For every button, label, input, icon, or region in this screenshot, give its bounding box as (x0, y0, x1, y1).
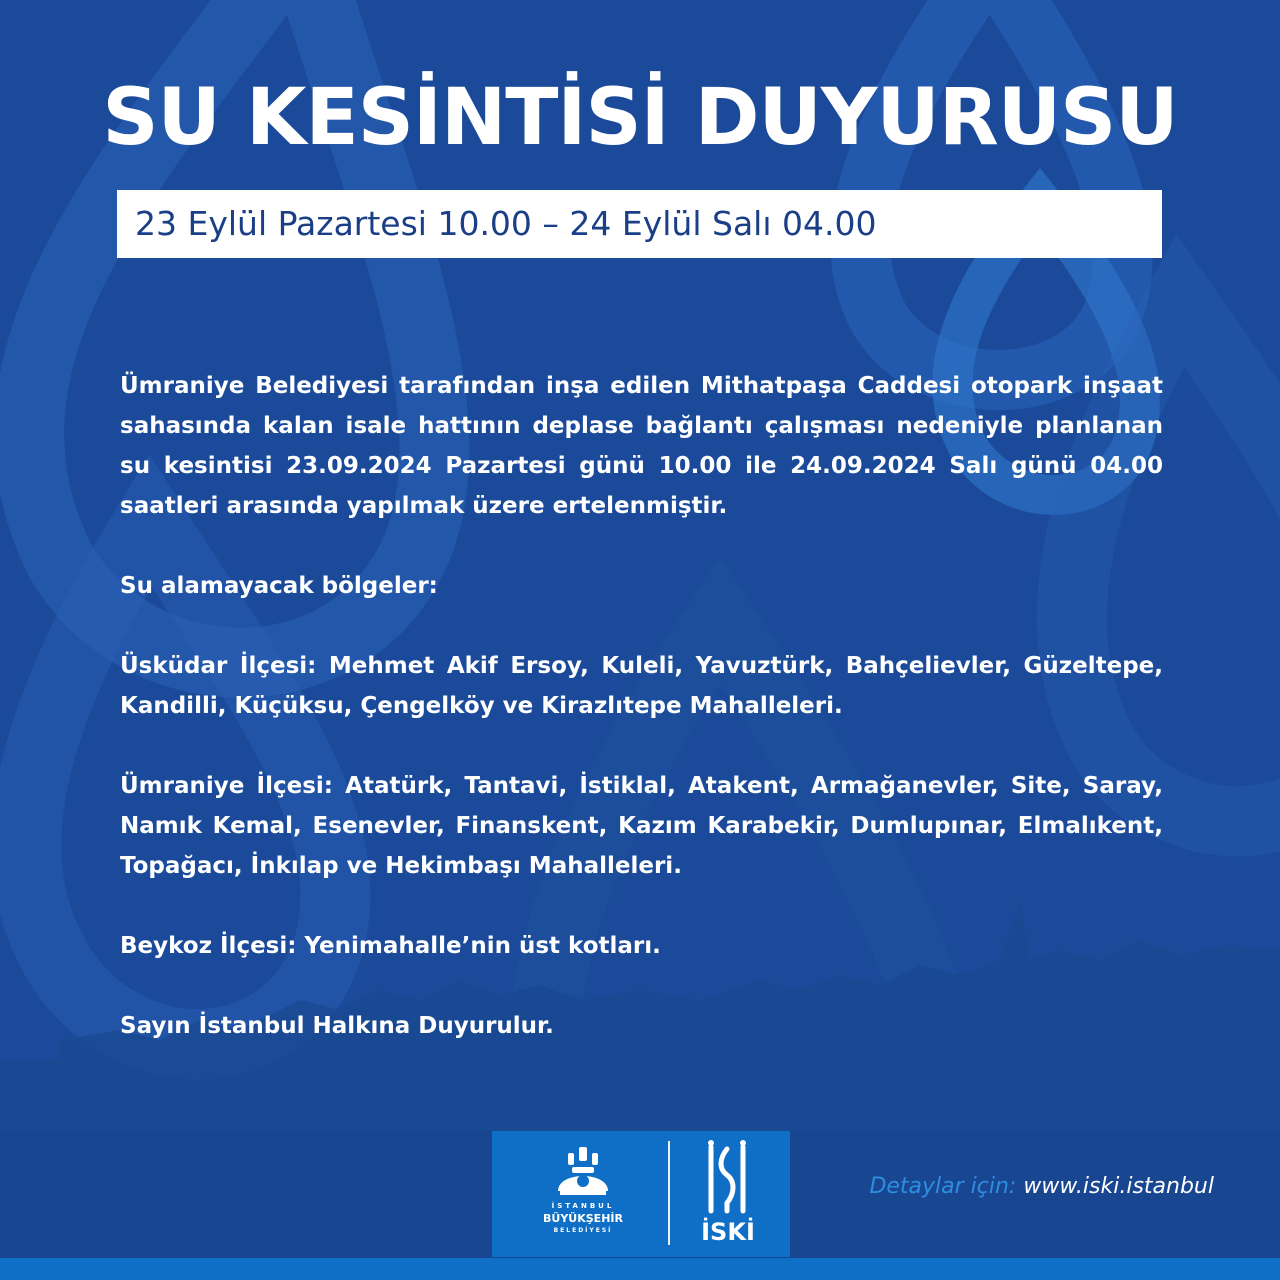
district-beykoz: Beykoz İlçesi: Yenimahalle’nin üst kotları. (120, 933, 661, 959)
details-link[interactable] (869, 1174, 1214, 1199)
affected-areas-heading: Su alamayacak bölgeler: (120, 573, 438, 599)
details-label: Detaylar için: (869, 1174, 1017, 1199)
announcement-body (120, 366, 1163, 1046)
ibb-logo-line2: BÜYÜKŞEHİR (543, 1212, 623, 1225)
iski-logo-text: İSKİ (701, 1218, 755, 1246)
ibb-logo-line1: İSTANBUL (551, 1202, 615, 1210)
logo-panel (492, 1131, 790, 1257)
date-range-box (117, 190, 1162, 258)
details-url[interactable]: www.iski.istanbul (1023, 1174, 1214, 1199)
page-title: SU KESİNTİSİ DUYURUSU (102, 73, 1178, 163)
date-range-text: 23 Eylül Pazartesi 10.00 – 24 Eylül Salı 04.00 (135, 204, 877, 243)
ibb-logo-text (522, 1201, 644, 1235)
closing-line: Sayın İstanbul Halkına Duyurulur. (120, 1013, 554, 1039)
district-umraniye: Ümraniye İlçesi: Atatürk, Tantavi, İstiklal, Atakent, Armağanevler, Site, Saray, Namık Kemal, Esenevler, Finanskent, Kazım Karabekir, Dumlupınar, Elmalıkent, Topağacı, İnkılap ve Hekimbaşı Mahalleleri. (120, 773, 1163, 879)
announcement-paragraph: Ümraniye Belediyesi tarafından inşa edilen Mithatpaşa Caddesi otopark inşaat sahasında kalan isale hattının deplase bağlantı çalışması nedeniyle planlanan su kesintisi 23.09.2024 Pazartesi günü 10.00 ile 24.09.2024 Salı günü 04.00 saatleri arasında yapılmak üzere ertelenmiştir. (120, 373, 1163, 519)
bottom-band (0, 1258, 1280, 1280)
district-uskudar: Üsküdar İlçesi: Mehmet Akif Ersoy, Kuleli, Yavuztürk, Bahçelievler, Güzeltepe, Kandilli, Küçüksu, Çengelköy ve Kirazlıtepe Mahalleleri. (120, 653, 1163, 719)
logo-divider (668, 1141, 670, 1245)
ibb-logo-line3: BELEDİYESİ (553, 1227, 613, 1234)
iski-logo-icon (697, 1139, 757, 1219)
